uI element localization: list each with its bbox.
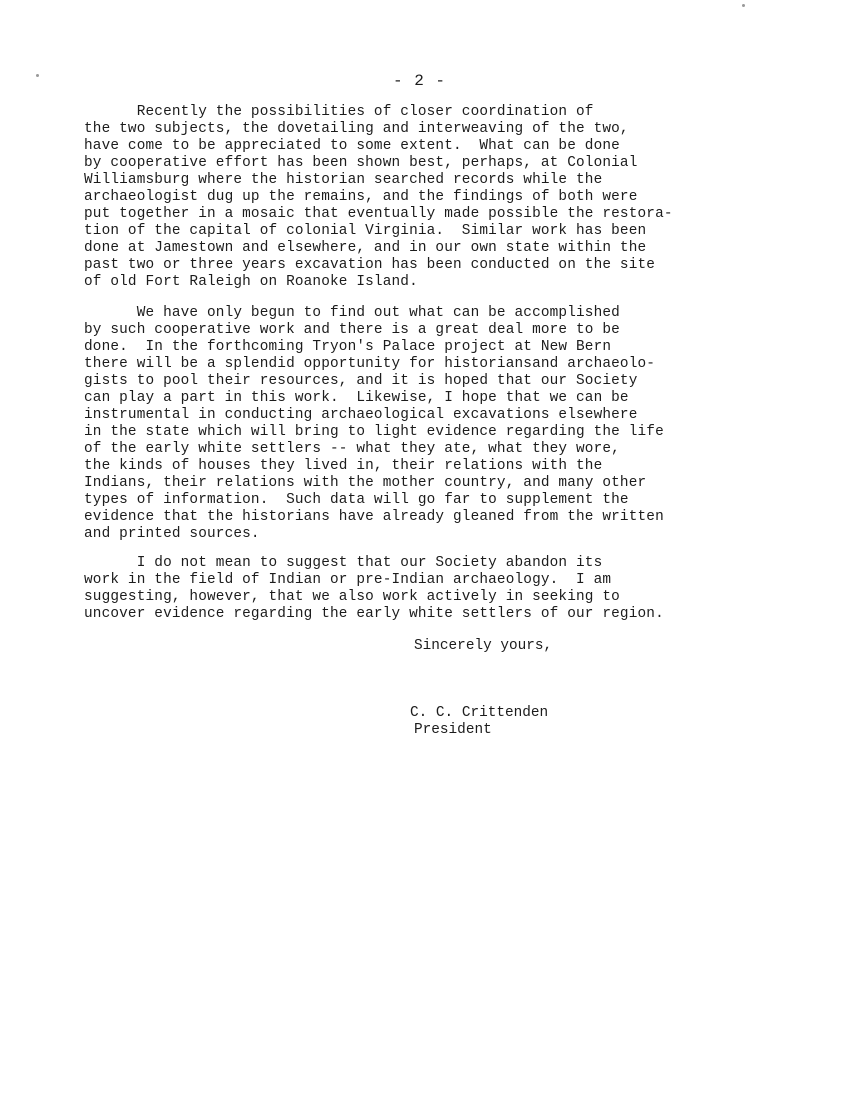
- paper-speck: [742, 4, 745, 7]
- paragraph-3: I do not mean to suggest that our Society abandon its work in the field of Indian or pre-Indian archaeology. I am suggesting, however, that we also work actively in seeking to uncover evidence regarding the early white settlers of our region.: [84, 555, 664, 622]
- signer-name: C. C. Crittenden: [410, 705, 549, 721]
- signer-title: President: [414, 722, 492, 738]
- paragraph-2: We have only begun to find out what can be accomplished by such cooperative work and there is a great deal more to be done. In the forthcoming Tryon's Palace project at New Bern there will be a splendid opportunity for historiansand archaeolo- gists to pool their resources, and it is hoped that our Society can play a part in this work. Likewise, I hope that we can be instrumental in conducting archaeological excavations elsewhere in the state which will bring to light evidence regarding the life of the early white settlers -- what they ate, what they wore, the kinds of houses they lived in, their relations with the Indians, their relations with the mother country, and many other types of information. Such data will go far to supplement the evidence that the historians have already gleaned from the written and printed sources.: [84, 305, 664, 542]
- closing-salutation: Sincerely yours,: [414, 638, 553, 654]
- page-number: - 2 -: [393, 72, 447, 90]
- paragraph-1: Recently the possibilities of closer coordination of the two subjects, the dovetailing and interweaving of the two, have come to be appreciated to some extent. What can be done by cooperative effort has been shown best, perhaps, at Colonial Williamsburg where the historian searched records while the archaeologist dug up the remains, and the findings of both were put together in a mosaic that eventually made possible the restora- tion of the capital of colonial Virginia. Similar work has been done at Jamestown and elsewhere, and in our own state within the past two or three years excavation has been conducted on the site of old Fort Raleigh on Roanoke Island.: [84, 104, 673, 290]
- paper-speck: [36, 74, 39, 77]
